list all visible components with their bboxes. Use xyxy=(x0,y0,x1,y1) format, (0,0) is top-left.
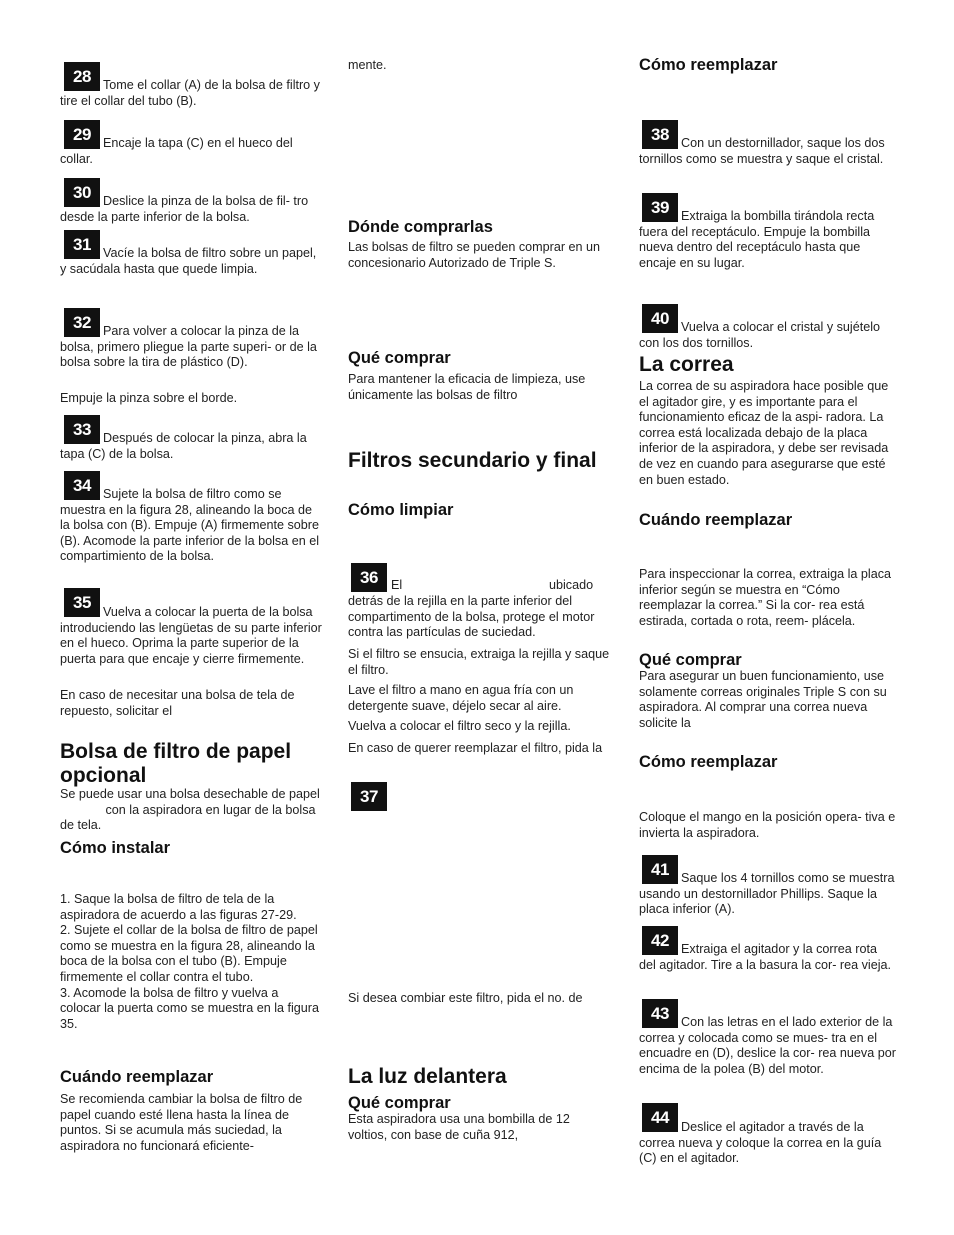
que-comprar-correa-text: Para asegurar un buen funcionamiento, use solamente correas originales Triple S con su aspiradora. Al comprar una correa nueva solicite la xyxy=(639,669,887,730)
step-33-text: Después de colocar la pinza, abra la tapa (C) de la bolsa. xyxy=(60,431,307,461)
step-36-lead-a: El xyxy=(391,578,403,592)
luz-text: Esta aspiradora usa una bombilla de 12 voltios, con base de cuña 912, xyxy=(348,1112,570,1142)
step-41-text: Saque los 4 tornillos como se muestra usando un destornillador Phillips. Saque la placa inferior (A). xyxy=(639,871,895,917)
correa-text: La correa de su aspiradora hace posible que el agitador gire, y es importante para el funcionamiento eficaz de la aspi- radora. La correa está localizada debajo de la placa inferior de la aspiradora, y debe ser revisada de vez en cuando para asegurarse que esté en buen estado. xyxy=(639,379,889,487)
step-34-text: Sujete la bolsa de filtro como se muestra en la figura 28, alineando la boca de la bolsa con (B). Empuje (A) firmemente sobre (B). Acomode la parte inferior de la bolsa en el compartimiento de la bolsa. xyxy=(60,487,320,564)
cuando-reemplazar-text: Se recomienda cambiar la bolsa de filtro de papel cuando esté llena hasta la línea de puntos. Si se acumula más suciedad, la aspiradora no funcionará eficiente- xyxy=(60,1092,303,1153)
step-30-text: Deslice la pinza de la bolsa de fil- tro desde la parte inferior de la bolsa. xyxy=(60,194,309,224)
step-40-badge: 40 xyxy=(642,304,678,333)
heading-como-limpiar: Cómo limpiar xyxy=(348,501,454,519)
heading-que-comprar-correa: Qué comprar xyxy=(639,651,742,669)
step-29-text: Encaje la tapa (C) en el hueco del collar. xyxy=(60,136,293,166)
heading-cuando-reemplazar-correa: Cuándo reemplazar xyxy=(639,511,793,529)
step-36-text: detrás de la rejilla en la parte inferior del compartimento de la bolsa, protege el motor contra las partículas de suciedad. xyxy=(348,594,595,640)
step-39-text: Extraiga la bombilla tirándola recta fuera del receptáculo. Empuje la bombilla nueva dentro del receptáculo hasta que encaje en su lugar. xyxy=(639,209,875,270)
heading-como-reemplazar-luz: Cómo reemplazar xyxy=(639,56,778,74)
step-38-badge: 38 xyxy=(642,120,678,149)
step-36-lead-b: ubicado xyxy=(549,578,594,592)
instalar-step-1: 1. Saque la bolsa de filtro de tela de la aspiradora de acuerdo a las figuras 27-29. xyxy=(60,892,297,922)
heading-filtros: Filtros secundario y final xyxy=(348,449,597,472)
filtro-para-2: Lave el filtro a mano en agua fría con un detergente suave, déjelo secar al aire. xyxy=(348,683,574,713)
step-28-badge: 28 xyxy=(64,62,100,91)
step-43-text: Con las letras en el lado exterior de la correa y colocada como se mues- tra en el encuadre en (D), deslice la cor- rea nueva por encima de la polea (B) del motor. xyxy=(639,1015,896,1076)
step-35-text: Vuelva a colocar la puerta de la bolsa introduciendo las lengüetas de su parte inferior en el hueco. Oprima la parte superior de la puerta para que encaje y cierre firmemente. xyxy=(60,605,322,666)
step-41-badge: 41 xyxy=(642,855,678,884)
heading-donde-comprarlas: Dónde comprarlas xyxy=(348,218,493,236)
step-42-badge: 42 xyxy=(642,926,678,955)
step-43-badge: 43 xyxy=(642,999,678,1028)
heading-como-instalar: Cómo instalar xyxy=(60,839,171,857)
step-32-text: Para volver a colocar la pinza de la bolsa, primero pliegue la parte superi- or de la bolsa sobre la tira de plástico (D). xyxy=(60,324,317,370)
filtro-para-3: Vuelva a colocar el filtro seco y la rejilla. xyxy=(348,719,571,733)
si-desea-text: Si desea combiar este filtro, pida el no. de xyxy=(348,991,583,1005)
step-32-badge: 32 xyxy=(64,308,100,337)
step-31-text: Vacíe la bolsa de filtro sobre un papel, y sacúdala hasta que quede limpia. xyxy=(60,246,317,276)
bolsa-text: Se puede usar una bolsa desechable de papel con la aspiradora en lugar de la bolsa de tela. xyxy=(60,787,320,833)
step-37-badge: 37 xyxy=(351,782,387,811)
step-30-badge: 30 xyxy=(64,178,100,207)
step-42-text: Extraiga el agitador y la correa rota del agitador. Tire a la basura la cor- rea vieja. xyxy=(639,942,892,972)
step-35-extra: En caso de necesitar una bolsa de tela de repuesto, solicitar el xyxy=(60,688,295,718)
heading-que-comprar-luz: Qué comprar xyxy=(348,1094,451,1112)
filtro-para-4: En caso de querer reemplazar el filtro, pida la xyxy=(348,741,603,755)
inspeccionar-text: Para inspeccionar la correa, extraiga la placa inferior según se muestra en “Cómo reemplazar la correa.” Si la cor- rea está estirada, cortada o rota, reem- plácela. xyxy=(639,567,892,628)
step-35-badge: 35 xyxy=(64,588,100,617)
step-44-badge: 44 xyxy=(642,1103,678,1132)
step-44-text: Deslice el agitador a través de la correa nueva y coloque la correa en la guía (C) en el agitador. xyxy=(639,1120,882,1166)
coloque-text: Coloque el mango en la posición opera- tiva e invierta la aspiradora. xyxy=(639,810,896,840)
step-32-extra: Empuje la pinza sobre el borde. xyxy=(60,391,238,405)
que-comprar-bolsas-text: Para mantener la eficacia de limpieza, use únicamente las bolsas de filtro xyxy=(348,372,586,402)
step-28-text: Tome el collar (A) de la bolsa de filtro y tire el collar del tubo (B). xyxy=(60,78,320,108)
heading-bolsa-papel: Bolsa de filtro de papel opcional xyxy=(60,740,292,787)
heading-que-comprar-bolsas: Qué comprar xyxy=(348,349,451,367)
step-33-badge: 33 xyxy=(64,415,100,444)
mente-text: mente. xyxy=(348,58,387,72)
step-34-badge: 34 xyxy=(64,471,100,500)
heading-como-reemplazar-correa: Cómo reemplazar xyxy=(639,753,778,771)
step-39-badge: 39 xyxy=(642,193,678,222)
step-31-badge: 31 xyxy=(64,230,100,259)
step-40-text: Vuelva a colocar el cristal y sujételo con los dos tornillos. xyxy=(639,320,881,350)
heading-la-correa: La correa xyxy=(639,353,734,376)
step-38-text: Con un destornillador, saque los dos tornillos como se muestra y saque el cristal. xyxy=(639,136,885,166)
instalar-steps xyxy=(60,892,322,1032)
donde-text: Las bolsas de filtro se pueden comprar en un concesionario Autorizado de Triple S. xyxy=(348,240,601,270)
heading-cuando-reemplazar-bolsa: Cuándo reemplazar xyxy=(60,1068,214,1086)
step-36-badge: 36 xyxy=(351,563,387,592)
instalar-step-2: 2. Sujete el collar de la bolsa de filtro de papel como se muestra en la figura 28, alineando la boca de la bolsa con el tubo (B). Empuje firmemente el collar contra el tubo. xyxy=(60,923,318,984)
step-29-badge: 29 xyxy=(64,120,100,149)
instalar-step-3: 3. Acomode la bolsa de filtro y vuelva a colocar la puerta como se muestra en la figura 35. xyxy=(60,985,320,1031)
filtro-para-1: Si el filtro se ensucia, extraiga la rejilla y saque el filtro. xyxy=(348,647,610,677)
heading-luz-delantera: La luz delantera xyxy=(348,1065,507,1088)
